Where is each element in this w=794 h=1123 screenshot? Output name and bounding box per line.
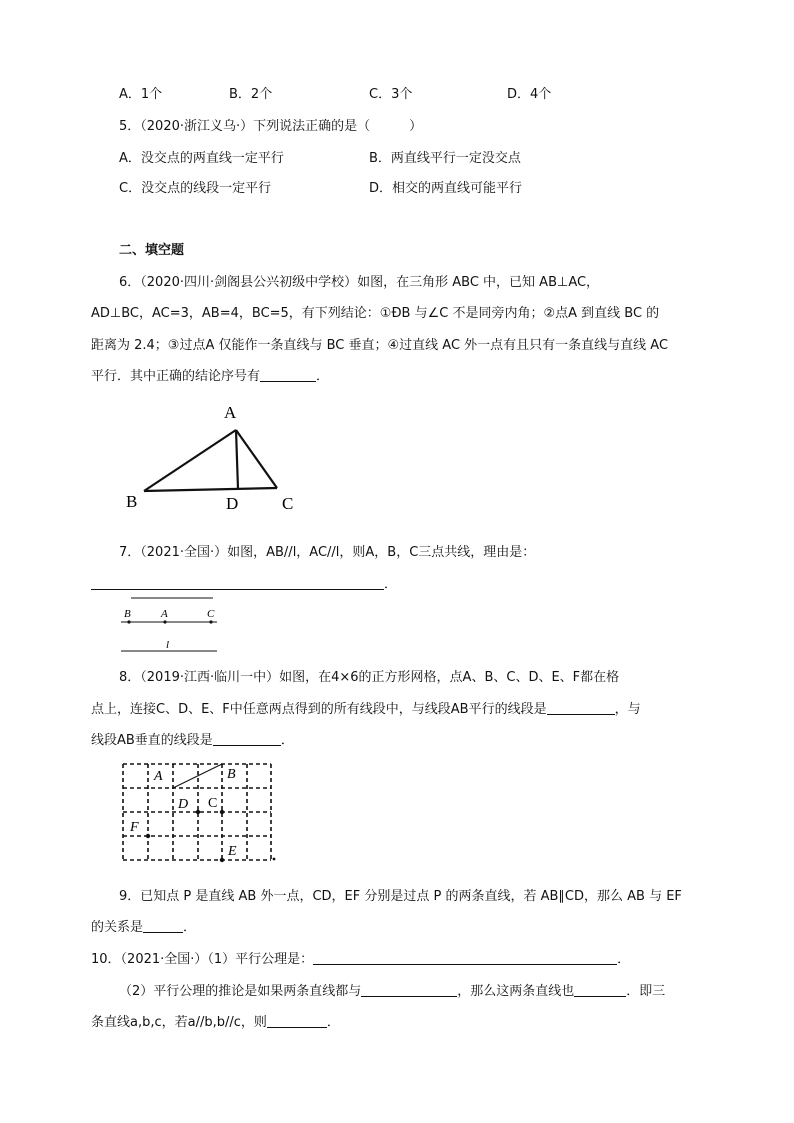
q10-axiom-blank[interactable] (313, 951, 617, 965)
q10-corollary-blank-1[interactable] (361, 983, 457, 997)
q6-answer-blank[interactable] (260, 368, 316, 382)
label-b: B (227, 767, 236, 782)
q5-option-d: D．相交的两直线可能平行 (369, 181, 523, 196)
q8-perpendicular-blank[interactable] (213, 732, 281, 746)
grid-corner-dot (273, 858, 276, 861)
q8-line1: 8．（2019·江西·临川一中）如图，在4×6的正方形网格，点A、B、C、D、E、F都在格 (119, 670, 620, 685)
label-a: A (161, 608, 168, 620)
label-f: F (130, 820, 139, 835)
q5-option-c: C．没交点的线段一定平行 (119, 181, 272, 196)
segment-bc (144, 488, 277, 491)
point-a (163, 620, 166, 623)
q10-line2-text: （2）平行公理的推论是如果两条直线都与 (119, 984, 362, 999)
label-a: A (224, 403, 237, 422)
q10-line2-tail: ．即三 (626, 984, 666, 999)
q10-line1 (91, 948, 630, 967)
q4-option-a: A．1个 (119, 87, 163, 102)
q6-line2: AD⊥BC，AC=3，AB=4，BC=5，有下列结论：①ÐB 与∠C 不是同旁内角；②点A 到直线 BC 的 (91, 306, 660, 321)
q8-line2 (91, 698, 641, 717)
q10-line2-mid: ，那么这两条直线也 (457, 984, 575, 999)
q9-line2-text: 的关系是 (91, 920, 144, 935)
q9-answer-blank[interactable] (143, 919, 183, 933)
q8-line2-tail: ，与 (614, 702, 641, 717)
q9-line2-end: ． (183, 920, 197, 935)
q5-option-b: B．两直线平行一定没交点 (369, 151, 521, 166)
label-b: B (124, 608, 131, 620)
q9-line1: 9．已知点 P 是直线 AB 外一点，CD，EF 分别是过点 P 的两条直线，若 AB∥CD，那么 AB 与 EF (119, 889, 682, 904)
q10-line3-text: 条直线a,b,c，若a//b,b//c，则 (91, 1015, 267, 1030)
label-d: D (178, 797, 189, 812)
q10-corollary-blank-2[interactable] (574, 983, 626, 997)
q7-line2-end: ． (384, 577, 398, 592)
q7-line1: 7．（2021·全国·）如图，AB//l，AC//l，则A，B，C三点共线，理由是： (119, 545, 536, 560)
q10-line3-end: ． (326, 1015, 340, 1030)
q8-line3-end: ． (280, 733, 294, 748)
point-e (220, 858, 224, 862)
q7-parallel-figure (115, 592, 225, 652)
q10-line2 (119, 980, 665, 999)
q7-line2 (91, 573, 397, 592)
label-c: C (207, 608, 215, 620)
q10-line3 (91, 1011, 340, 1030)
label-c: C (208, 796, 218, 811)
label-a: A (154, 769, 163, 784)
label-l: l (166, 639, 170, 651)
q7-answer-blank[interactable] (91, 576, 384, 590)
point-f (146, 834, 150, 838)
label-b: B (126, 492, 138, 511)
section-title: 二、填空题 (119, 243, 185, 258)
q9-line2 (91, 916, 196, 935)
point-c (220, 810, 224, 814)
segment-ac (236, 430, 277, 488)
point-b (127, 620, 130, 623)
q6-line1: 6．（2020·四川·剑阁县公兴初级中学校）如图，在三角形 ABC 中，已知 AB⊥AC， (119, 275, 600, 290)
q8-grid-figure (118, 759, 283, 865)
q8-line3-text: 线段AB垂直的线段是 (91, 733, 213, 748)
label-e: E (228, 844, 237, 859)
segment-ad (236, 430, 238, 489)
q10-line1-end: ． (617, 952, 631, 967)
q6-line3: 距离为 2.4；③过点A 仅能作一条直线与 BC 垂直；④过直线 AC 外一点有且只有一条直线与直线 AC (91, 338, 669, 353)
label-d: D (226, 494, 239, 513)
q8-parallel-blank[interactable] (547, 701, 615, 715)
point-c (209, 620, 212, 623)
q6-triangle-figure (120, 398, 310, 516)
segment-ab (144, 430, 236, 491)
q4-option-b: B．2个 (229, 87, 273, 102)
q6-line4 (91, 365, 329, 384)
q10-conclusion-blank[interactable] (267, 1014, 327, 1028)
q4-option-d: D．4个 (507, 87, 552, 102)
point-d (196, 810, 200, 814)
q10-line1-text: 10．（2021·全国·）（1）平行公理是： (91, 952, 314, 967)
q8-line2-text: 点上，连接C、D、E、F中任意两点得到的所有线段中，与线段AB平行的线段是 (91, 702, 547, 717)
q6-line4-end: ． (316, 369, 330, 384)
label-c: C (282, 494, 294, 513)
q5-stem: 5．（2020·浙江义乌·）下列说法正确的是（ ） (119, 119, 423, 134)
q5-option-a: A．没交点的两直线一定平行 (119, 151, 284, 166)
q8-line3 (91, 729, 294, 748)
q6-line4-text: 平行．其中正确的结论序号有 (91, 369, 261, 384)
q4-option-c: C．3个 (369, 87, 413, 102)
